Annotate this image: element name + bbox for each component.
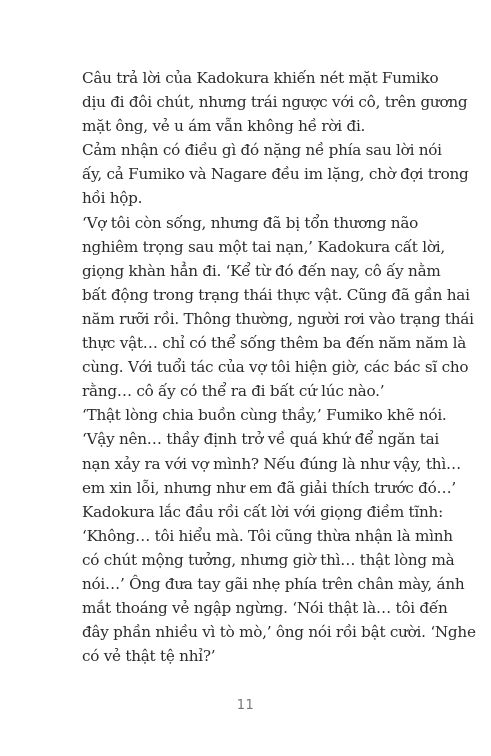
text-line: có chút mộng tưởng, nhưng giờ thì… thật lòng mà xyxy=(82,550,455,569)
text-line: ấy, cả Fumiko và Nagare đều im lặng, chờ đợi trong xyxy=(82,165,469,184)
text-line: rằng… cô ấy có thể ra đi bất cứ lúc nào.’ xyxy=(82,382,385,401)
text-line: giọng khàn hẳn đi. ‘Kể từ đó đến nay, cô ấy nằm xyxy=(82,261,441,280)
text-line: mắt thoáng vẻ ngập ngừng. ‘Nói thật là… tôi đến xyxy=(82,599,448,618)
body-text xyxy=(82,66,476,668)
text-line: ‘Thật lòng chia buồn cùng thầy,’ Fumiko khẽ nói. xyxy=(82,406,447,425)
text-line: mặt ông, vẻ u ám vẫn không hề rời đi. xyxy=(82,117,366,136)
text-line: ‘Vậy nên… thầy định trở về quá khứ để ngăn tai xyxy=(82,430,440,449)
text-line: ‘Không… tôi hiểu mà. Tôi cũng thừa nhận là mình xyxy=(82,526,453,545)
text-line: năm rưỡi rồi. Thông thường, người rơi vào trạng thái xyxy=(82,309,474,328)
text-line: cùng. Với tuổi tác của vợ tôi hiện giờ, các bác sĩ cho xyxy=(82,358,469,377)
text-line: dịu đi đôi chút, nhưng trái ngược với cô, trên gương xyxy=(82,93,468,112)
text-line: nói…’ Ông đưa tay gãi nhẹ phía trên chân mày, ánh xyxy=(82,574,465,593)
text-line: Cảm nhận có điều gì đó nặng nề phía sau lời nói xyxy=(82,141,442,160)
text-line: bất động trong trạng thái thực vật. Cũng đã gần hai xyxy=(82,285,470,304)
page-number: 11 xyxy=(236,698,255,713)
text-line: nạn xảy ra với vợ mình? Nếu đúng là như vậy, thì… xyxy=(82,454,461,473)
text-line: thực vật… chỉ có thể sống thêm ba đến năm năm là xyxy=(82,334,467,353)
text-line: nghiêm trọng sau một tai nạn,’ Kadokura cất lời, xyxy=(82,237,445,256)
text-line: đây phần nhiều vì tò mò,’ ông nói rồi bật cười. ‘Nghe xyxy=(82,623,476,642)
text-line: Câu trả lời của Kadokura khiến nét mặt Fumiko xyxy=(82,69,439,87)
text-line: ‘Vợ tôi còn sống, nhưng đã bị tổn thương não xyxy=(82,213,419,232)
text-line: hồi hộp. xyxy=(82,189,143,208)
text-line: có vẻ thật tệ nhỉ?’ xyxy=(82,647,216,666)
text-line: Kadokura lắc đầu rồi cất lời với giọng điềm tĩnh: xyxy=(82,502,443,521)
text-line: em xin lỗi, nhưng như em đã giải thích trước đó…’ xyxy=(82,478,457,497)
